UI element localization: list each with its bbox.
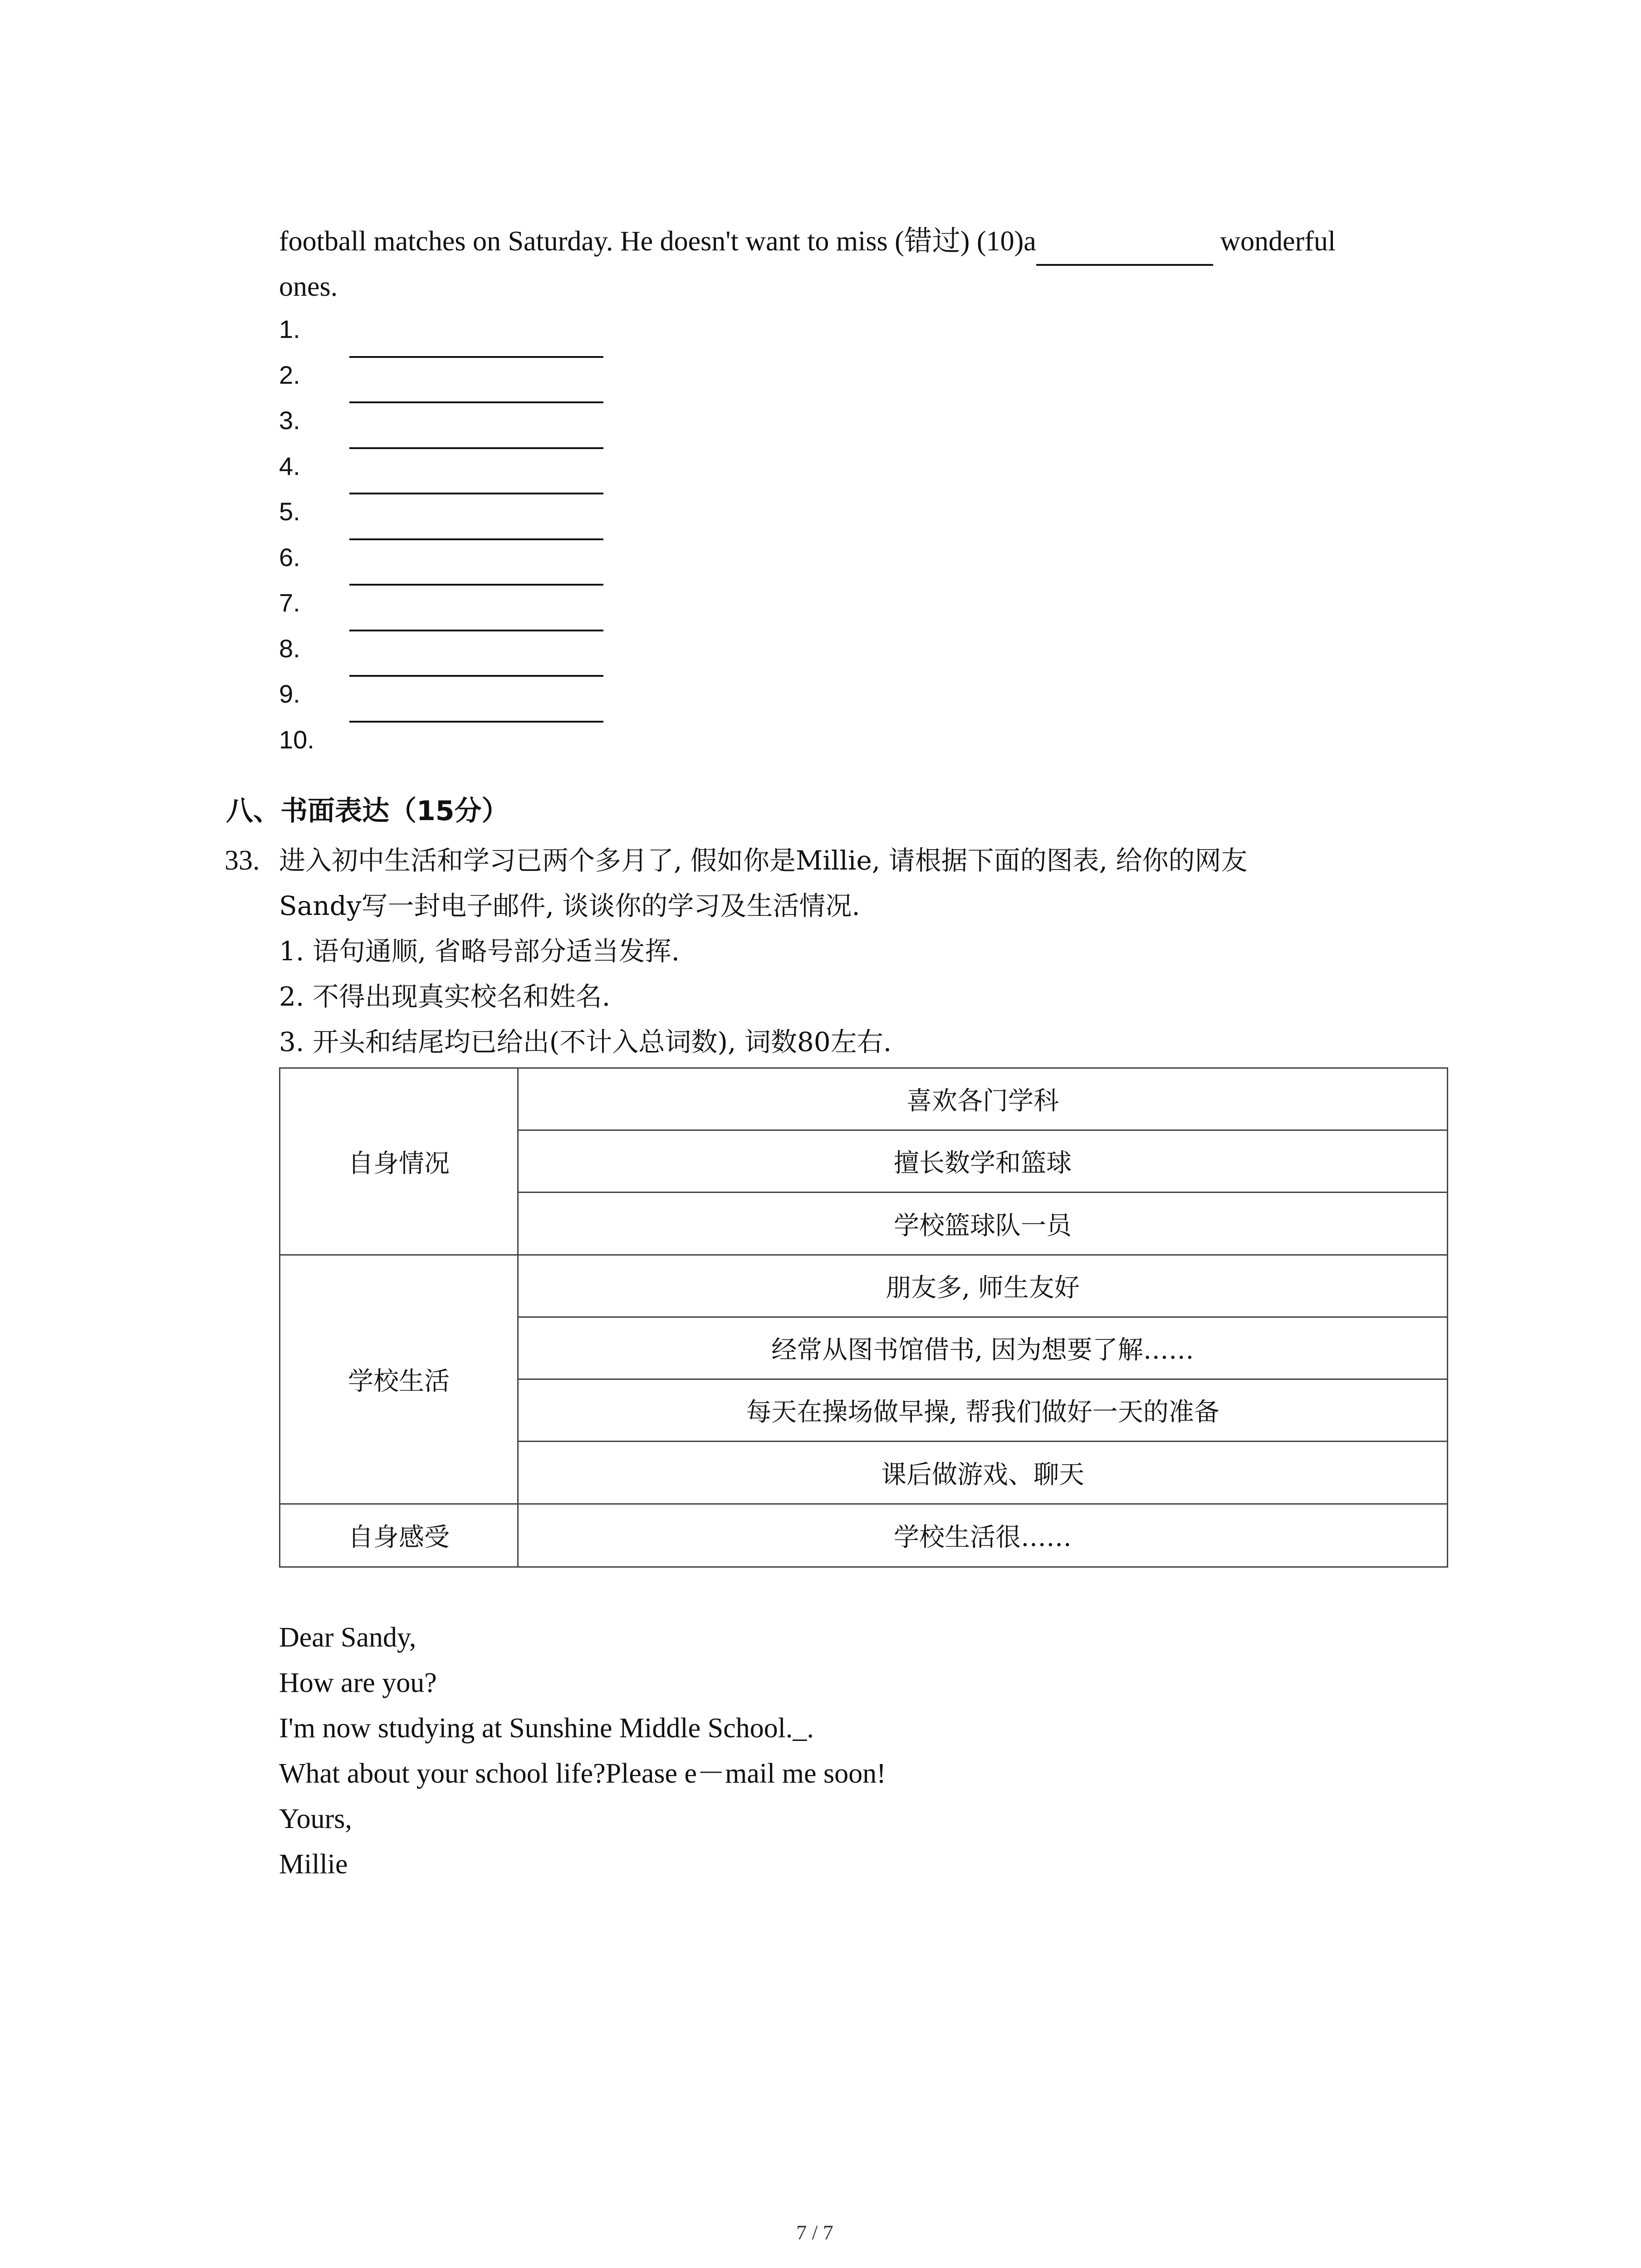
answer-number-10: 10. (279, 725, 314, 754)
table-group-label: 学校生活 (280, 1255, 518, 1504)
letter-line-2: I'm now studying at Sunshine Middle School._. (279, 1713, 814, 1744)
answer-line-7[interactable] (349, 630, 603, 631)
answer-line-8[interactable] (349, 675, 603, 677)
answer-number-6: 6. (279, 543, 300, 572)
letter-greeting: Dear Sandy, (279, 1622, 416, 1653)
table-group-label: 自身情况 (280, 1068, 518, 1255)
answer-number-5: 5. (279, 497, 300, 526)
question-prompt-line-1: 进入初中生活和学习已两个多月了, 假如你是Millie, 请根据下面的图表, 给你的网友 (279, 845, 1248, 876)
answer-line-1[interactable] (349, 356, 603, 358)
table-cell: 学校篮球队一员 (518, 1193, 1448, 1255)
letter-closing: Yours, (279, 1804, 352, 1834)
table-cell: 经常从图书馆借书, 因为想要了解…… (518, 1317, 1448, 1379)
answer-number-2: 2. (279, 361, 300, 389)
answer-number-8: 8. (279, 634, 300, 663)
table-group-label: 自身感受 (280, 1504, 518, 1567)
table-cell: 课后做游戏、聊天 (518, 1442, 1448, 1504)
letter-signature: Millie (279, 1849, 348, 1880)
requirement-2: 2. 不得出现真实校名和姓名. (279, 981, 611, 1012)
passage-line-1-end: wonderful (1220, 226, 1336, 257)
table-cell: 每天在操场做早操, 帮我们做好一天的准备 (518, 1379, 1448, 1442)
page-number: 7 / 7 (796, 2221, 833, 2244)
answer-line-2[interactable] (349, 401, 603, 403)
table-cell: 喜欢各门学科 (518, 1068, 1448, 1130)
table-cell: 朋友多, 师生友好 (518, 1255, 1448, 1317)
letter-line-3: What about your school life?Please e－mail me soon! (279, 1758, 886, 1789)
answer-line-6[interactable] (349, 584, 603, 586)
answer-number-3: 3. (279, 406, 300, 435)
table-cell: 擅长数学和篮球 (518, 1130, 1448, 1193)
answer-number-4: 4. (279, 452, 300, 480)
letter-line-1: How are you? (279, 1667, 437, 1698)
requirement-3: 3. 开头和结尾均已给出(不计入总词数), 词数80左右. (279, 1026, 892, 1057)
passage-line-2: ones. (279, 271, 338, 302)
answer-number-1: 1. (279, 315, 300, 343)
answer-line-5[interactable] (349, 538, 603, 540)
answer-line-9[interactable] (349, 721, 603, 723)
table-cell: 学校生活很…… (518, 1504, 1448, 1567)
answer-line-4[interactable] (349, 493, 603, 494)
passage-line-1-text: football matches on Saturday. He doesn't want to miss (错过) (10)a (279, 226, 1036, 257)
question-number: 33. (225, 845, 260, 876)
answer-line-3[interactable] (349, 447, 603, 449)
requirement-1: 1. 语句通顺, 省略号部分适当发挥. (279, 936, 680, 967)
blank-10[interactable] (1036, 219, 1213, 266)
section-heading: 八、书面表达（15分） (226, 795, 509, 827)
question-prompt-line-2: Sandy写一封电子邮件, 谈谈你的学习及生活情况. (279, 890, 860, 921)
answer-number-9: 9. (279, 679, 300, 708)
passage-line-1 (279, 219, 1336, 266)
info-table (279, 1067, 1448, 1568)
answer-number-7: 7. (279, 588, 300, 617)
